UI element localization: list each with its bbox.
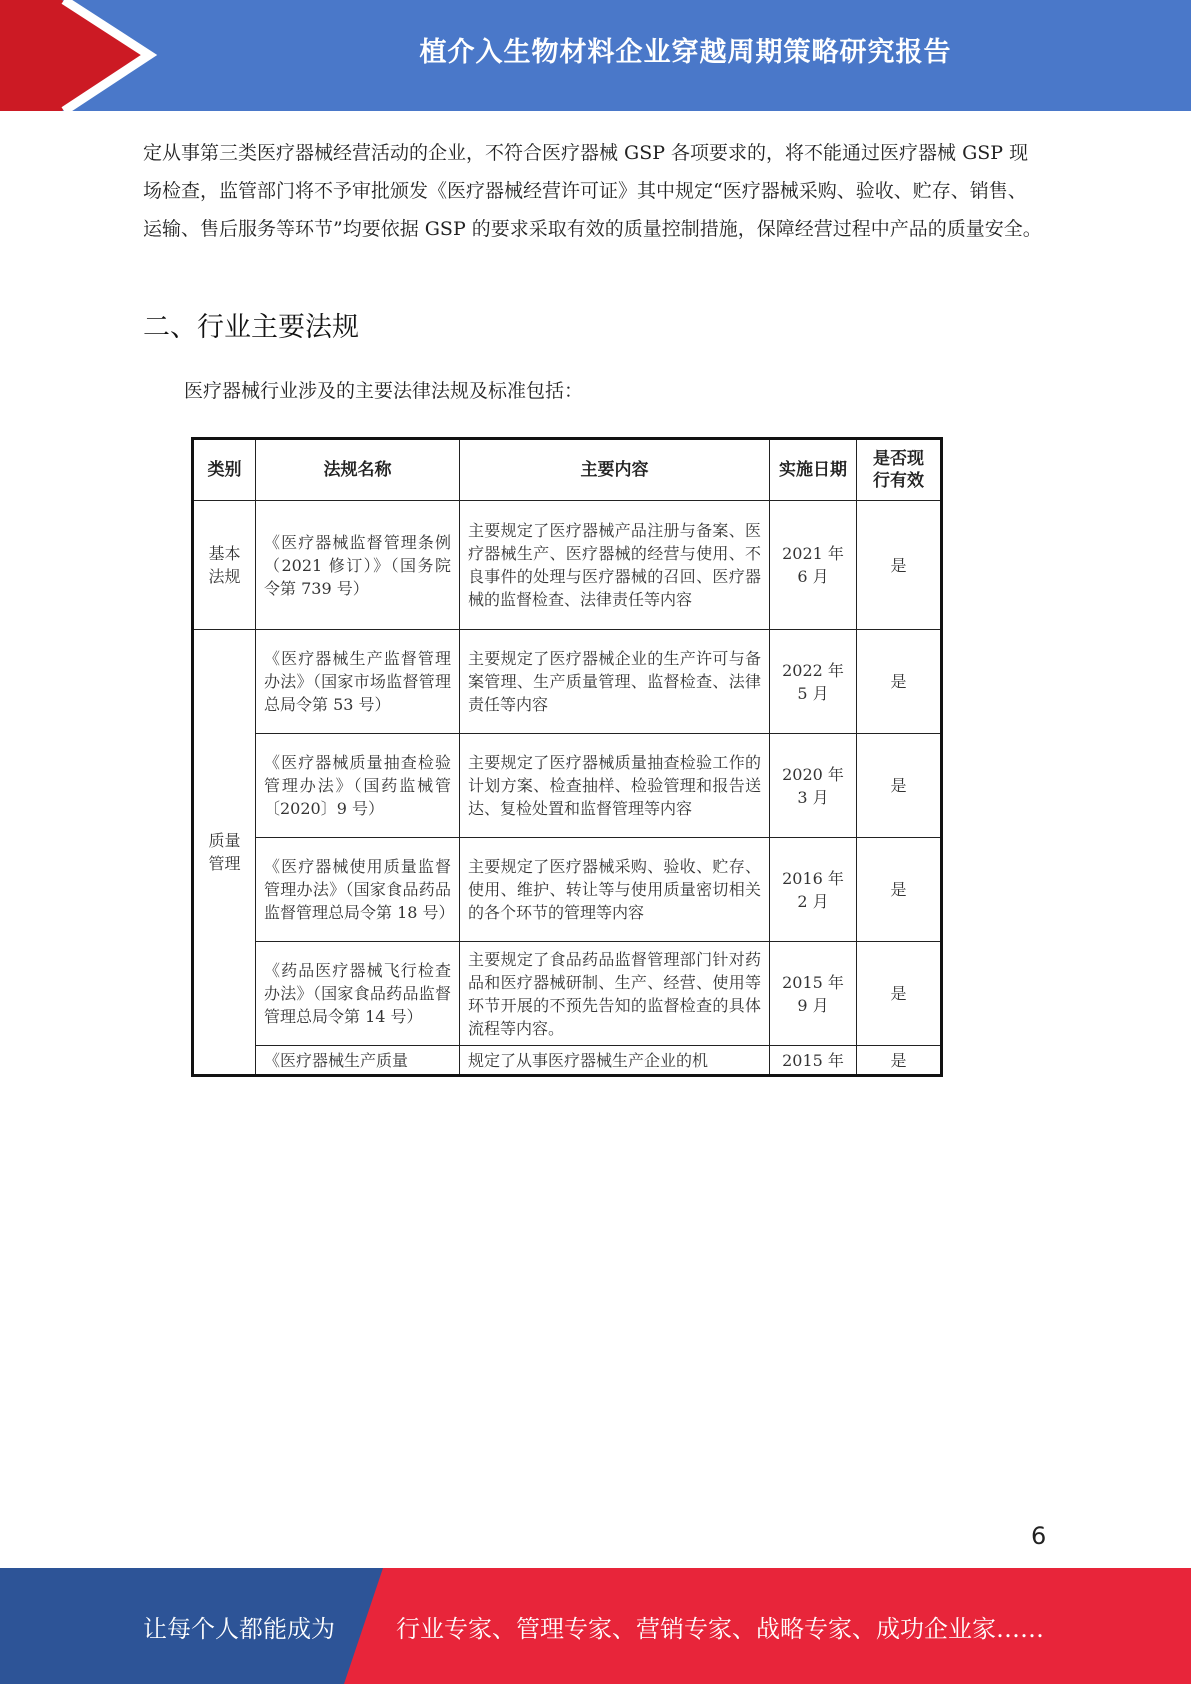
header-category: 类别	[193, 439, 256, 501]
valid-cell: 是	[857, 630, 942, 734]
page-number: 6	[1031, 1522, 1047, 1550]
footer-slogan-left: 让每个人都能成为	[143, 1614, 335, 1643]
content-cell: 主要规定了医疗器械质量抽查检验工作的计划方案、检查抽样、检验管理和报告送达、复检处置和监督管理等内容	[460, 734, 770, 838]
table-row	[193, 734, 942, 838]
table-intro-text: 医疗器械行业涉及的主要法律法规及标准包括：	[184, 380, 584, 402]
valid-cell: 是	[857, 942, 942, 1046]
valid-cell: 是	[857, 1046, 942, 1076]
page-footer	[0, 1568, 1191, 1684]
footer-slogan-right: 行业专家、管理专家、营销专家、战略专家、成功企业家……	[396, 1614, 1044, 1643]
valid-cell: 是	[857, 838, 942, 942]
content-cell: 主要规定了医疗器械产品注册与备案、医疗器械生产、医疗器械的经营与使用、不良事件的处理与医疗器械的召回、医疗器械的监督检查、法律责任等内容	[460, 501, 770, 630]
table-row	[193, 1046, 942, 1076]
date-cell: 2020 年 3 月	[770, 734, 857, 838]
page-header	[0, 0, 1191, 111]
law-name-cell: 《药品医疗器械飞行检查办法》（国家食品药品监督管理总局令第 14 号）	[256, 942, 460, 1046]
table-header-row	[193, 439, 942, 501]
category-cell-basic: 基本法规	[193, 501, 256, 630]
date-cell: 2015 年	[770, 1046, 857, 1076]
table-row	[193, 630, 942, 734]
content-cell: 规定了从事医疗器械生产企业的机	[460, 1046, 770, 1076]
header-effective-date: 实施日期	[770, 439, 857, 501]
table-row	[193, 838, 942, 942]
valid-cell: 是	[857, 501, 942, 630]
date-cell: 2015 年 9 月	[770, 942, 857, 1046]
date-cell: 2022 年 5 月	[770, 630, 857, 734]
regulations-table	[191, 437, 943, 1077]
report-title: 植介入生物材料企业穿越周期策略研究报告	[419, 36, 952, 68]
header-chevron-decoration	[0, 0, 160, 111]
content-cell: 主要规定了食品药品监督管理部门针对药品和医疗器械研制、生产、经营、使用等环节开展的不预先告知的监督检查的具体流程等内容。	[460, 942, 770, 1046]
table-row	[193, 501, 942, 630]
date-cell: 2016 年 2 月	[770, 838, 857, 942]
law-name-cell: 《医疗器械生产质量	[256, 1046, 460, 1076]
law-name-cell: 《医疗器械质量抽查检验管理办法》（国药监械管〔2020〕9 号）	[256, 734, 460, 838]
law-name-cell: 《医疗器械监督管理条例（2021 修订）》（国务院令第 739 号）	[256, 501, 460, 630]
law-name-cell: 《医疗器械使用质量监督管理办法》（国家食品药品监督管理总局令第 18 号）	[256, 838, 460, 942]
body-paragraph: 定从事第三类医疗器械经营活动的企业，不符合医疗器械 GSP 各项要求的，将不能通过医疗器械 GSP 现场检查，监管部门将不予审批颁发《医疗器械经营许可证》其中规定“医疗器械采购、验收、贮存、销售、运输、售后服务等环节”均要依据 GSP 的要求采取有效的质量控制措施，保障经营过程中产品的质量安全。	[143, 142, 1042, 240]
category-cell-quality: 质量管理	[193, 630, 256, 1076]
header-currently-valid: 是否现行有效	[857, 439, 942, 501]
table-row	[193, 942, 942, 1046]
header-main-content: 主要内容	[460, 439, 770, 501]
law-name-cell: 《医疗器械生产监督管理办法》（国家市场监督管理总局令第 53 号）	[256, 630, 460, 734]
section-heading: 二、行业主要法规	[143, 312, 359, 343]
content-cell: 主要规定了医疗器械采购、验收、贮存、使用、维护、转让等与使用质量密切相关的各个环节的管理等内容	[460, 838, 770, 942]
valid-cell: 是	[857, 734, 942, 838]
content-cell: 主要规定了医疗器械企业的生产许可与备案管理、生产质量管理、监督检查、法律责任等内容	[460, 630, 770, 734]
date-cell: 2021 年 6 月	[770, 501, 857, 630]
header-law-name: 法规名称	[256, 439, 460, 501]
